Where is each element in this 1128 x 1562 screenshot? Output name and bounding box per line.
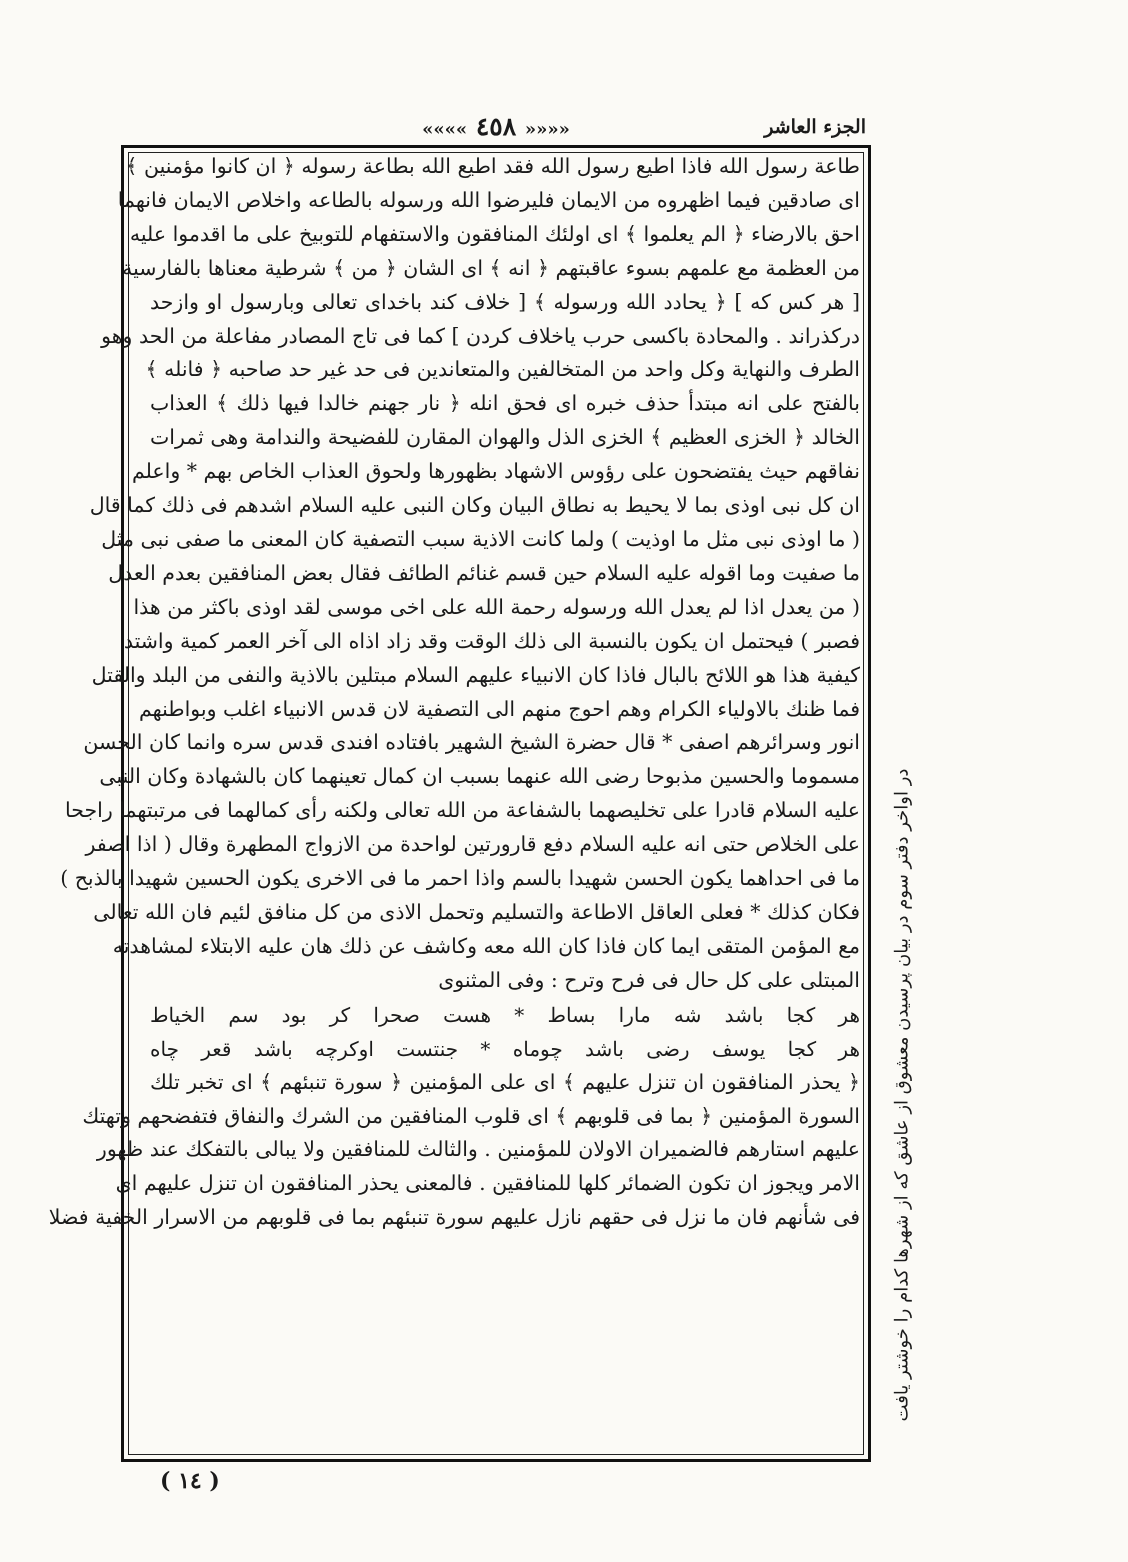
text-line: فكان كذلك * فعلى العاقل الاطاعة والتسليم وتحمل الاذى من كل منافق لئيم فان الله تعالى (93, 899, 860, 924)
signature-mark: ( ١٤ ) (160, 1468, 220, 1494)
text-line: بالفتح على انه مبتدأ حذف خبره اى فحق انله ﴿ نار جهنم خالدا فيها ذلك ﴾ العذاب (150, 391, 860, 416)
text-line: الطرف والنهاية وكل واحد من المتخالفين والمتعاندين فى حد غير حد صاحبه ﴿ فانله ﴾ (145, 357, 860, 382)
text-line: على الخلاص حتى انه عليه السلام دفع قارورتين لواحدة من الازواج المطهرة وقال ( اذا اصفر (85, 832, 860, 857)
page-header (126, 112, 866, 146)
text-line: اى صادقين فيما اظهروه من الايمان فليرضوا الله ورسوله بالطاعه واخلاص الايمان فانهما (117, 187, 860, 212)
margin-note-text: در اواخر دفتر سوم در بيان پرسيدن معشوق از عاشق كه از شهرها كدام را خوشتر يافت (891, 768, 913, 1422)
ornament-left: »»»» (422, 119, 468, 140)
text-line: الخالد ﴿ الخزى العظيم ﴾ الخزى الذل والهوان المقارن للفضيحة والندامة وهى ثمرات (150, 425, 860, 450)
text-line: ( ما اوذى نبى مثل ما اوذيت ) ولما كانت الاذية سبب التصفية كان المعنى ما صفى نبى مثل (101, 526, 860, 551)
page-number-ornament (126, 112, 866, 141)
page-number: ٤٥٨ (475, 112, 517, 141)
text-line: عليهم استارهم فالضميران الاولان للمؤمنين . والثالث للمنافقين ولا يبالى بالتفكك عند ظهور (96, 1137, 860, 1162)
text-line: ما فى احداهما يكون الحسن شهيدا بالسم واذا احمر ما فى الاخرى يكون الحسين شهيدا بالذبح ) (60, 866, 860, 891)
ornament-right: «««« (524, 119, 570, 140)
text-line: نفاقهم حيث يفتضحون على رؤوس الاشهاد بظهورها ولحوق العذاب الخاص بهم * واعلم (131, 459, 860, 484)
text-line: عليه السلام قادرا على تخليصهما بالشفاعة من الله تعالى ولكنه رأى كمالهما فى مرتبتهما راجحا (65, 798, 860, 823)
text-line: فما ظنك بالاولياء الكرام وهم احوج منهم الى التصفية لان قدس الانبياء اغلب وبواطنهم (139, 696, 860, 721)
text-line: طاعة رسول الله فاذا اطيع رسول الله فقد اطيع الله بطاعة رسوله ﴿ ان كانوا مؤمنين ﴾ (125, 154, 860, 178)
text-line: [ هر كس كه ] ﴿ يحادد الله ورسوله ﴾ [ خلاف كند باخداى تعالى وبارسول او وازحد (150, 289, 860, 314)
text-line: ما صفيت وما اقوله عليه السلام حين قسم غنائم الطائف فقال بعض المنافقين بعدم العدل (108, 560, 860, 585)
text-line: ان كل نبى اوذى بما لا يحيط به نطاق البيان وكان النبى عليه السلام اشدهم فى ذلك كما قال (89, 493, 860, 518)
verse-block (150, 998, 860, 1066)
text-line: كيفية هذا هو اللائح بالبال فاذا كان الانبياء عليهم السلام مبتلين بالاذية والنفى من البلد والقتل (91, 662, 860, 687)
part-label: الجزء العاشر (764, 116, 866, 138)
text-line: فصبر ) فيحتمل ان يكون بالنسبة الى ذلك الوقت وقد زاد اذاه الى آخر العمر كمية واشتد (123, 628, 860, 653)
text-line: الامر ويجوز ان تكون الضمائر كلها للمنافقين . فالمعنى يحذر المنافقون ان تنزل عليهم اى (115, 1171, 860, 1196)
text-line: دركذراند . والمحادة باكسى حرب ياخلاف كردن ] كما فى تاج المصادر مفاعلة من الحد وهو (101, 323, 860, 348)
margin-note (872, 765, 932, 1425)
text-line: مسموما والحسين مذبوحا رضى الله عنهما بسبب ان كمال تعينهما كان بالشهادة وكان النبى (99, 764, 860, 789)
text-line: من العظمة مع علمهم بسوء عاقبتهم ﴿ انه ﴾ اى الشان ﴿ من ﴾ شرطية معناها بالفارسية (122, 255, 860, 280)
text-line: ﴿ يحذر المنافقون ان تنزل عليهم ﴾ اى على المؤمنين ﴿ سورة تنبئهم ﴾ اى تخبر تلك (150, 1069, 860, 1094)
text-line: احق بالارضاء ﴿ الم يعلموا ﴾ اى اولئك المنافقون والاستفهام للتوبيخ على ما اقدموا عليه (129, 221, 860, 246)
verse-line: هر كجا باشد شه مارا بساط * هست صحرا كر بود سم الخياط (150, 1002, 860, 1027)
text-line: مع المؤمن المتقى ايما كان فاذا كان الله معه وكاشف عن ذلك هان عليه الابتلاء لمشاهدته (112, 933, 860, 958)
text-line: ( من يعدل اذا لم يعدل الله ورسوله رحمة الله على اخى موسى لقد اوذى باكثر من هذا (133, 594, 860, 619)
text-line: فى شأنهم فان ما نزل فى حقهم نازل عليهم سورة تنبئهم بما فى قلوبهم من الاسرار الخفية فضلا (48, 1205, 860, 1230)
text-line: انور وسرائرهم اصفى * قال حضرة الشيخ الشهير بافتاده افندى قدس سره وانما كان الحسن (83, 730, 860, 755)
verse-line: هر كجا يوسف رضى باشد چوماه * جنتست اوكرچه باشد قعر چاه (150, 1036, 860, 1061)
text-line: المبتلى على كل حال فى فرح وترح : وفى المثنوى (438, 967, 860, 992)
main-text (48, 150, 860, 1235)
text-line: السورة المؤمنين ﴿ بما فى قلوبهم ﴾ اى قلوب المنافقين من الشرك والنفاق فتفضحهم وتهتك (82, 1103, 860, 1128)
